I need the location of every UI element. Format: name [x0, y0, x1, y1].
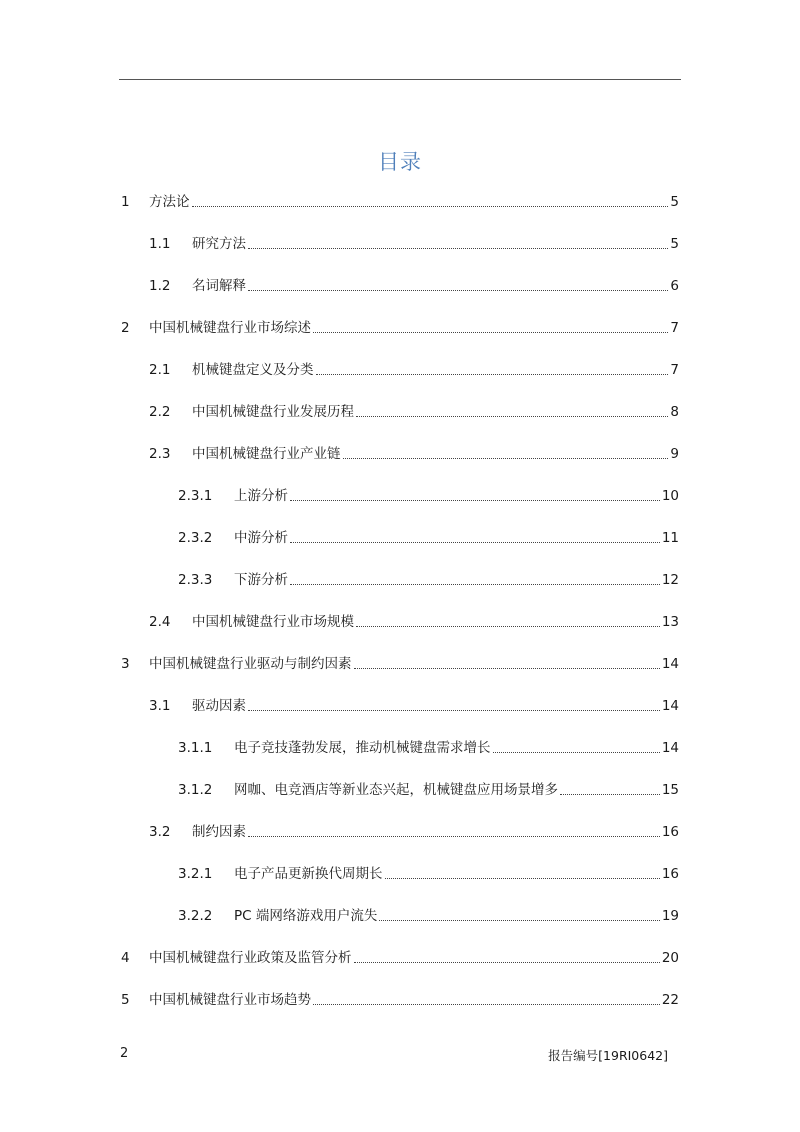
toc-entry[interactable] — [149, 822, 679, 842]
toc-title: 上游分析 — [234, 488, 288, 504]
toc-page: 5 — [670, 194, 679, 210]
toc-leader — [343, 458, 669, 459]
toc-leader — [290, 500, 660, 501]
toc-leader — [248, 710, 660, 711]
toc-leader — [354, 668, 660, 669]
toc-number: 2.4 — [149, 614, 171, 630]
toc-page: 15 — [661, 782, 679, 798]
toc-title: 中国机械键盘行业发展历程 — [192, 404, 354, 420]
toc-entry[interactable] — [121, 192, 679, 212]
toc-title: 机械键盘定义及分类 — [192, 362, 314, 378]
toc-page: 10 — [661, 488, 679, 504]
footer-report-code: 报告编号[19RI0642] — [548, 1048, 668, 1063]
toc-page: 9 — [670, 446, 679, 462]
toc-leader — [313, 1004, 660, 1005]
toc-number: 3.1.2 — [178, 782, 213, 798]
toc-entry[interactable] — [178, 864, 679, 884]
toc-leader — [313, 332, 668, 333]
toc-title: 驱动因素 — [192, 698, 246, 714]
toc-entry[interactable] — [149, 276, 679, 296]
toc-entry[interactable] — [121, 990, 679, 1010]
toc-page: 5 — [670, 236, 679, 252]
toc-entry[interactable] — [149, 612, 679, 632]
toc-number: 2 — [121, 320, 130, 336]
toc-entry[interactable] — [178, 780, 679, 800]
toc-number: 1 — [121, 194, 130, 210]
toc-number: 1.1 — [149, 236, 171, 252]
toc-page: 20 — [661, 950, 679, 966]
toc-leader — [354, 962, 660, 963]
toc-page: 7 — [670, 362, 679, 378]
toc-leader — [379, 920, 659, 921]
toc-title: 下游分析 — [234, 572, 288, 588]
page-title: 目录 — [378, 150, 422, 174]
toc-title: 中国机械键盘行业政策及监管分析 — [149, 950, 352, 966]
toc-number: 3.1.1 — [178, 740, 213, 756]
toc-entry[interactable] — [149, 234, 679, 254]
toc-page: 14 — [661, 656, 679, 672]
toc-leader — [192, 206, 669, 207]
toc-leader — [248, 290, 668, 291]
toc-leader — [356, 416, 668, 417]
toc-number: 4 — [121, 950, 130, 966]
toc-title: 中国机械键盘行业市场综述 — [149, 320, 311, 336]
toc-number: 3.2 — [149, 824, 171, 840]
toc-entry[interactable] — [121, 654, 679, 674]
toc-page: 8 — [670, 404, 679, 420]
footer-page-number: 2 — [120, 1046, 129, 1061]
toc-entry[interactable] — [121, 318, 679, 338]
toc-page: 19 — [661, 908, 679, 924]
toc-title: 中国机械键盘行业市场规模 — [192, 614, 354, 630]
toc-entry[interactable] — [178, 486, 679, 506]
toc-title: 方法论 — [149, 194, 190, 210]
toc-title: PC 端网络游戏用户流失 — [234, 908, 378, 924]
toc-number: 3.1 — [149, 698, 171, 714]
toc-leader — [248, 248, 668, 249]
toc-entry[interactable] — [121, 948, 679, 968]
toc-page: 6 — [670, 278, 679, 294]
toc-entry[interactable] — [149, 696, 679, 716]
toc-title: 中游分析 — [234, 530, 288, 546]
toc-entry[interactable] — [149, 402, 679, 422]
toc-title: 电子竞技蓬勃发展，推动机械键盘需求增长 — [234, 740, 491, 756]
toc-title: 研究方法 — [192, 236, 246, 252]
toc-entry[interactable] — [178, 570, 679, 590]
toc-page: 22 — [661, 992, 679, 1008]
toc-number: 3.2.2 — [178, 908, 213, 924]
header-rule — [119, 79, 681, 80]
toc-page: 13 — [661, 614, 679, 630]
toc-title: 名词解释 — [192, 278, 246, 294]
toc-leader — [385, 878, 660, 879]
toc-entry[interactable] — [178, 528, 679, 548]
toc-title: 网咖、电竞酒店等新业态兴起，机械键盘应用场景增多 — [234, 782, 558, 798]
toc-number: 2.3.3 — [178, 572, 213, 588]
toc-leader — [560, 794, 660, 795]
toc-number: 5 — [121, 992, 130, 1008]
toc-page: 7 — [670, 320, 679, 336]
toc-page: 16 — [661, 824, 679, 840]
toc-number: 2.3.1 — [178, 488, 213, 504]
toc-number: 3 — [121, 656, 130, 672]
toc-leader — [493, 752, 660, 753]
toc-title: 制约因素 — [192, 824, 246, 840]
toc-leader — [356, 626, 660, 627]
toc-number: 2.2 — [149, 404, 171, 420]
toc-title: 中国机械键盘行业市场趋势 — [149, 992, 311, 1008]
toc-entry[interactable] — [149, 360, 679, 380]
toc-leader — [248, 836, 660, 837]
toc-page: 16 — [661, 866, 679, 882]
toc-number: 2.3.2 — [178, 530, 213, 546]
toc-number: 2.3 — [149, 446, 171, 462]
toc-leader — [290, 542, 660, 543]
toc-leader — [290, 584, 660, 585]
toc-page: 12 — [661, 572, 679, 588]
toc-entry[interactable] — [178, 738, 679, 758]
toc-entry[interactable] — [149, 444, 679, 464]
toc-number: 3.2.1 — [178, 866, 213, 882]
toc-page: 14 — [661, 698, 679, 714]
toc-number: 1.2 — [149, 278, 171, 294]
toc-leader — [316, 374, 669, 375]
toc-page: 14 — [661, 740, 679, 756]
toc-entry[interactable] — [178, 906, 679, 926]
toc-title: 中国机械键盘行业产业链 — [192, 446, 341, 462]
toc-title: 电子产品更新换代周期长 — [234, 866, 383, 882]
toc-title: 中国机械键盘行业驱动与制约因素 — [149, 656, 352, 672]
toc-number: 2.1 — [149, 362, 171, 378]
toc-page: 11 — [661, 530, 679, 546]
